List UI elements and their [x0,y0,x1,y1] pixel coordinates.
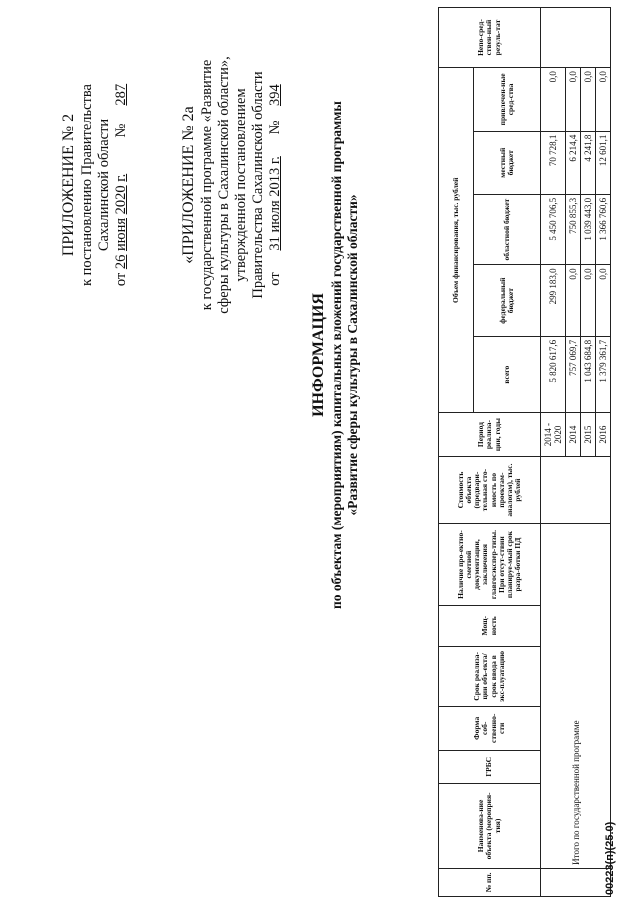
header-federal: федеральный бюджет [474,265,541,336]
cell-federal: 0,0 [581,265,596,336]
cell-attracted: 0,0 [596,68,611,132]
cell-regional: 5 450 706,5 [541,194,566,265]
cell-total: 1 043 684,8 [581,336,596,412]
header-attracted: привлечен-ные сред-ства [474,68,541,132]
header-period: Период реализа-ции, годы [439,413,541,456]
cell-period: 2014 - 2020 [541,413,566,456]
appendix-1-month: июня [113,217,130,252]
header-funding: Объем финансирования, тыс. рублей [439,68,474,413]
cell-total: 5 820 617,6 [541,336,566,412]
appendix-2-line4: Правительства Сахалинской области [250,71,267,299]
appendix-block-1 [60,25,130,345]
date-prefix: от [113,272,130,287]
cell-period: 2016 [596,413,611,456]
total-label: Итого по государственной программе [541,524,611,868]
header-capacity: Мощ-ность [439,605,541,646]
date-prefix: от [267,272,284,286]
cell-regional: 1 366 760,6 [596,194,611,265]
cell-local: 70 728,1 [541,131,566,194]
appendix-1-day: 26 [113,254,130,270]
number-prefix: № [267,120,284,135]
appendix-1-year-suffix: г. [113,173,130,182]
appendix-2-number: 394 [267,84,284,107]
number-prefix: № [113,123,130,138]
capital-investment-table [438,7,611,897]
appendix-1-date-line [113,25,130,345]
cell-local: 4 241,8 [581,131,596,194]
heading-line1: по объектам (мероприятиям) капитальных вложений государственной программы [328,101,344,609]
header-term: Срок реализа-ции объ-екта/срок ввода в экс-плуатацию [439,646,541,706]
header-regional: областной бюджет [474,194,541,265]
cell-period: 2014 [566,413,581,456]
header-result: Непо-сред-ствен-ный резуль-тат [439,8,541,68]
cell-attracted: 0,0 [581,68,596,132]
cell-total: 757 069,7 [566,336,581,412]
appendix-2-line2: сферы культуры в Сахалинской области», [215,56,232,314]
appendix-1-number: 287 [113,83,130,106]
header-ownership: Форма соб-ственно-сти [439,707,541,750]
appendix-2-date-line [267,25,284,345]
cell-total: 1 379 361,7 [596,336,611,412]
cell-period: 2015 [581,413,596,456]
cell-no [541,868,611,896]
cell-result [541,8,611,68]
appendix-1-line1: к постановлению Правительства [78,84,95,286]
appendix-2-date: 31 июля 2013 г. [267,156,284,251]
cell-federal: 0,0 [596,265,611,336]
document-heading [310,5,361,705]
header-no: № пп. [439,868,541,896]
appendix-1-year: 2020 [113,185,130,215]
cell-local: 12 601,1 [596,131,611,194]
document-stamp-code: 00223(п)(25.0) [604,821,616,895]
heading-line2: «Развитие сферы культуры в Сахалинской области» [344,194,360,516]
appendix-block-2 [180,25,284,345]
cell-cost [541,456,611,524]
cell-local: 6 214,4 [566,131,581,194]
appendix-2-line3: утвержденной постановлением [233,88,250,282]
header-local: местный бюджет [474,131,541,194]
header-name: Наименова-ние объекта (мероприя-тия) [439,784,541,869]
appendix-1-title: ПРИЛОЖЕНИЕ № 2 [60,113,77,257]
cell-attracted: 0,0 [541,68,566,132]
table-row [541,8,566,897]
header-cost: Стоимость объекта (предвари-тельная сто-имость по проектам-аналогам), тыс. рублей [439,456,541,524]
appendix-2-line1: к государственной программе «Развитие [198,59,215,311]
heading-title: ИНФОРМАЦИЯ [310,293,327,417]
header-documentation: Наличие про-ектно-сметной документации, заключения главгосэкспер-тизы. При отсут-ствии планируе-мый срок разра-ботки ПД [439,524,541,605]
cell-regional: 1 039 443,0 [581,194,596,265]
cell-federal: 0,0 [566,265,581,336]
appendix-2-title: «ПРИЛОЖЕНИЕ № 2а [180,106,197,264]
cell-attracted: 0,0 [566,68,581,132]
cell-federal: 299 183,0 [541,265,566,336]
table-header-row [439,8,474,897]
appendix-1-line2: Сахалинской области [95,118,112,252]
header-grbs: ГРБС [439,750,541,784]
header-total: всего [474,336,541,412]
cell-regional: 750 855,3 [566,194,581,265]
